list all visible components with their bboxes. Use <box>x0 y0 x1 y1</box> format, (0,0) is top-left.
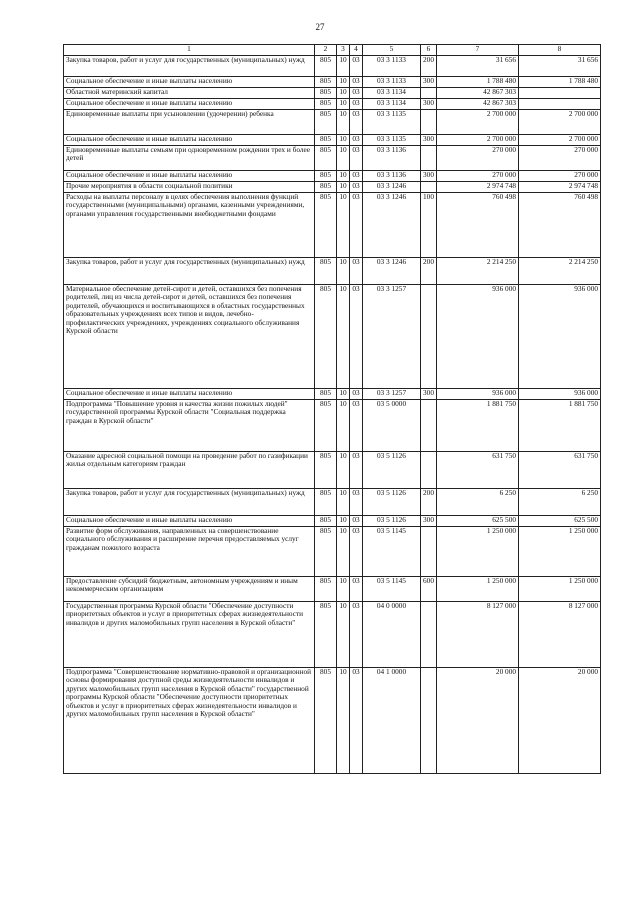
row-gr-code: 805 <box>315 389 337 400</box>
row-csr-code: 03 5 1145 <box>363 527 421 577</box>
row-gr-code: 805 <box>315 668 337 774</box>
row-amount-col7: 6 250 <box>437 489 519 516</box>
header-cell: 6 <box>421 45 437 56</box>
row-csr-code: 03 3 1133 <box>363 77 421 88</box>
row-rz-code: 10 <box>337 489 350 516</box>
table-row <box>64 577 601 602</box>
row-gr-code: 805 <box>315 527 337 577</box>
row-name: Закупка товаров, работ и услуг для государственных (муниципальных) нужд <box>64 258 315 285</box>
table-row <box>64 258 601 285</box>
row-rz-code: 10 <box>337 577 350 602</box>
row-amount-col8: 625 500 <box>519 516 601 527</box>
row-vr-code <box>421 285 437 389</box>
row-amount-col7: 270 000 <box>437 146 519 171</box>
row-vr-code <box>421 88 437 99</box>
row-pr-code: 03 <box>350 77 363 88</box>
row-csr-code: 03 3 1134 <box>363 88 421 99</box>
row-amount-col8: 8 127 000 <box>519 602 601 668</box>
row-amount-col7: 31 656 <box>437 56 519 77</box>
row-vr-code: 300 <box>421 99 437 110</box>
row-vr-code: 300 <box>421 77 437 88</box>
header-cell: 1 <box>64 45 315 56</box>
row-gr-code: 805 <box>315 171 337 182</box>
row-vr-code: 300 <box>421 135 437 146</box>
row-csr-code: 03 3 1136 <box>363 146 421 171</box>
row-rz-code: 10 <box>337 389 350 400</box>
row-gr-code: 805 <box>315 400 337 452</box>
row-amount-col8: 2 974 748 <box>519 182 601 193</box>
table-row <box>64 602 601 668</box>
row-csr-code: 03 5 0000 <box>363 400 421 452</box>
row-csr-code: 03 3 1134 <box>363 99 421 110</box>
row-amount-col7: 1 250 000 <box>437 527 519 577</box>
row-rz-code: 10 <box>337 668 350 774</box>
row-pr-code: 03 <box>350 285 363 389</box>
row-rz-code: 10 <box>337 110 350 135</box>
row-rz-code: 10 <box>337 285 350 389</box>
row-name: Оказание адресной социальной помощи на проведение работ по газификации жилья отдельным категориям граждан <box>64 452 315 489</box>
row-vr-code: 100 <box>421 193 437 258</box>
row-rz-code: 10 <box>337 77 350 88</box>
row-name: Единовременные выплаты семьям при одновременном рождении трех и более детей <box>64 146 315 171</box>
row-amount-col7: 1 788 480 <box>437 77 519 88</box>
table-row <box>64 668 601 774</box>
row-gr-code: 805 <box>315 146 337 171</box>
row-gr-code: 805 <box>315 285 337 389</box>
row-amount-col8: 1 250 000 <box>519 527 601 577</box>
table-row <box>64 400 601 452</box>
row-amount-col7: 2 974 748 <box>437 182 519 193</box>
row-amount-col7: 631 750 <box>437 452 519 489</box>
row-pr-code: 03 <box>350 99 363 110</box>
table-row <box>64 285 601 389</box>
row-gr-code: 805 <box>315 489 337 516</box>
row-csr-code: 04 1 0000 <box>363 668 421 774</box>
row-amount-col8 <box>519 88 601 99</box>
row-name: Развитие форм обслуживания, направленных на совершенствование социального обслуживания и расширение перечня предоставляемых услуг гражданам пожилого возраста <box>64 527 315 577</box>
row-name: Расходы на выплаты персоналу в целях обеспечения выполнения функций государственными (муниципальными) органами, казенными учреждениями, органами управления государственными внебюджетными фондами <box>64 193 315 258</box>
row-amount-col8: 270 000 <box>519 171 601 182</box>
row-amount-col7: 936 000 <box>437 389 519 400</box>
row-csr-code: 03 5 1145 <box>363 577 421 602</box>
row-rz-code: 10 <box>337 88 350 99</box>
row-amount-col8: 270 000 <box>519 146 601 171</box>
row-gr-code: 805 <box>315 77 337 88</box>
row-amount-col8: 20 000 <box>519 668 601 774</box>
row-rz-code: 10 <box>337 193 350 258</box>
row-pr-code: 03 <box>350 171 363 182</box>
row-pr-code: 03 <box>350 389 363 400</box>
row-amount-col7: 2 700 000 <box>437 110 519 135</box>
row-amount-col8: 2 700 000 <box>519 135 601 146</box>
table-row <box>64 452 601 489</box>
row-vr-code: 300 <box>421 516 437 527</box>
row-name: Подпрограмма "Совершенствование нормативно-правовой и организационной основы формирования доступной среды жизнедеятельности инвалидов и других маломобильных групп населения в Курской области" государственной программы Курской области "Обеспечение доступности приоритетных объектов и услуг в приоритетных сферах жизнедеятельности инвалидов и других маломобильных групп населения в Курской области" <box>64 668 315 774</box>
header-row <box>64 45 601 56</box>
row-gr-code: 805 <box>315 193 337 258</box>
row-name: Социальное обеспечение и иные выплаты населению <box>64 171 315 182</box>
row-amount-col8: 760 498 <box>519 193 601 258</box>
row-amount-col8: 2 700 000 <box>519 110 601 135</box>
row-gr-code: 805 <box>315 88 337 99</box>
table-row <box>64 146 601 171</box>
row-rz-code: 10 <box>337 258 350 285</box>
row-rz-code: 10 <box>337 171 350 182</box>
row-amount-col8: 31 656 <box>519 56 601 77</box>
row-pr-code: 03 <box>350 182 363 193</box>
row-pr-code: 03 <box>350 56 363 77</box>
row-gr-code: 805 <box>315 516 337 527</box>
row-vr-code: 200 <box>421 489 437 516</box>
row-vr-code: 300 <box>421 389 437 400</box>
header-cell: 3 <box>337 45 350 56</box>
table-row <box>64 527 601 577</box>
row-rz-code: 10 <box>337 135 350 146</box>
row-gr-code: 805 <box>315 56 337 77</box>
row-amount-col7: 270 000 <box>437 171 519 182</box>
row-name: Предоставление субсидий бюджетным, автономным учреждениям и иным некоммерческим организациям <box>64 577 315 602</box>
row-name: Социальное обеспечение и иные выплаты населению <box>64 516 315 527</box>
table-row <box>64 110 601 135</box>
row-pr-code: 03 <box>350 258 363 285</box>
table-row <box>64 516 601 527</box>
row-name: Закупка товаров, работ и услуг для государственных (муниципальных) нужд <box>64 56 315 77</box>
table-row <box>64 171 601 182</box>
row-amount-col7: 20 000 <box>437 668 519 774</box>
row-pr-code: 03 <box>350 527 363 577</box>
row-amount-col8: 6 250 <box>519 489 601 516</box>
row-pr-code: 03 <box>350 193 363 258</box>
row-gr-code: 805 <box>315 110 337 135</box>
row-vr-code <box>421 527 437 577</box>
row-rz-code: 10 <box>337 400 350 452</box>
row-amount-col7: 1 250 000 <box>437 577 519 602</box>
row-name: Закупка товаров, работ и услуг для государственных (муниципальных) нужд <box>64 489 315 516</box>
table-row <box>64 56 601 77</box>
row-name: Социальное обеспечение и иные выплаты населению <box>64 99 315 110</box>
row-amount-col7: 625 500 <box>437 516 519 527</box>
row-amount-col7: 8 127 000 <box>437 602 519 668</box>
row-amount-col7: 42 867 303 <box>437 88 519 99</box>
row-pr-code: 03 <box>350 88 363 99</box>
row-name: Областной материнский капитал <box>64 88 315 99</box>
row-gr-code: 805 <box>315 577 337 602</box>
row-vr-code <box>421 452 437 489</box>
row-rz-code: 10 <box>337 56 350 77</box>
row-rz-code: 10 <box>337 527 350 577</box>
row-amount-col7: 760 498 <box>437 193 519 258</box>
row-pr-code: 03 <box>350 602 363 668</box>
table-row <box>64 77 601 88</box>
row-vr-code <box>421 110 437 135</box>
row-csr-code: 03 5 1126 <box>363 452 421 489</box>
row-name: Социальное обеспечение и иные выплаты населению <box>64 135 315 146</box>
row-name: Социальное обеспечение и иные выплаты населению <box>64 77 315 88</box>
row-amount-col7: 42 867 303 <box>437 99 519 110</box>
row-pr-code: 03 <box>350 668 363 774</box>
row-vr-code <box>421 668 437 774</box>
row-csr-code: 03 3 1133 <box>363 56 421 77</box>
row-csr-code: 03 3 1135 <box>363 110 421 135</box>
row-vr-code: 200 <box>421 56 437 77</box>
row-vr-code: 200 <box>421 258 437 285</box>
row-rz-code: 10 <box>337 452 350 489</box>
row-csr-code: 03 3 1257 <box>363 285 421 389</box>
row-gr-code: 805 <box>315 602 337 668</box>
row-amount-col8: 631 750 <box>519 452 601 489</box>
row-csr-code: 03 3 1246 <box>363 258 421 285</box>
row-gr-code: 805 <box>315 452 337 489</box>
row-pr-code: 03 <box>350 400 363 452</box>
row-name: Прочие мероприятия в области социальной политики <box>64 182 315 193</box>
table-row <box>64 389 601 400</box>
header-cell: 2 <box>315 45 337 56</box>
row-amount-col7: 2 700 000 <box>437 135 519 146</box>
row-csr-code: 03 3 1246 <box>363 182 421 193</box>
row-rz-code: 10 <box>337 99 350 110</box>
row-vr-code <box>421 602 437 668</box>
row-rz-code: 10 <box>337 146 350 171</box>
row-rz-code: 10 <box>337 602 350 668</box>
row-gr-code: 805 <box>315 258 337 285</box>
row-amount-col8: 936 000 <box>519 285 601 389</box>
row-pr-code: 03 <box>350 516 363 527</box>
row-vr-code: 600 <box>421 577 437 602</box>
row-pr-code: 03 <box>350 135 363 146</box>
row-amount-col7: 936 000 <box>437 285 519 389</box>
table-row <box>64 182 601 193</box>
row-pr-code: 03 <box>350 577 363 602</box>
header-cell: 8 <box>519 45 601 56</box>
row-amount-col8: 936 000 <box>519 389 601 400</box>
row-name: Подпрограмма "Повышение уровня и качества жизни пожилых людей" государственной программы Курской области "Социальная поддержка граждан в Курской области" <box>64 400 315 452</box>
row-vr-code <box>421 146 437 171</box>
row-gr-code: 805 <box>315 182 337 193</box>
row-pr-code: 03 <box>350 110 363 135</box>
page-number: 27 <box>315 22 325 32</box>
row-name: Государственная программа Курской области "Обеспечение доступности приоритетных объектов и услуг в приоритетных сферах жизнедеятельности инвалидов и других маломобильных групп населения в Курской области" <box>64 602 315 668</box>
row-amount-col8: 2 214 250 <box>519 258 601 285</box>
row-csr-code: 03 3 1135 <box>363 135 421 146</box>
row-pr-code: 03 <box>350 146 363 171</box>
row-amount-col8: 1 250 000 <box>519 577 601 602</box>
row-vr-code <box>421 400 437 452</box>
row-pr-code: 03 <box>350 489 363 516</box>
row-amount-col8: 1 881 750 <box>519 400 601 452</box>
row-amount-col8 <box>519 99 601 110</box>
row-vr-code <box>421 182 437 193</box>
table-row <box>64 88 601 99</box>
row-amount-col7: 1 881 750 <box>437 400 519 452</box>
table-row <box>64 99 601 110</box>
header-cell: 4 <box>350 45 363 56</box>
budget-table <box>63 44 601 774</box>
row-name: Материальное обеспечение детей-сирот и детей, оставшихся без попечения родителей, лиц из числа детей-сирот и детей, оставшихся без попечения родителей, обучающихся и воспитывающихся в областных государственных образовательных учреждениях всех типов и видов, лечебно-профилактических учреждениях, учреждениях социального обслуживания Курской области <box>64 285 315 389</box>
row-csr-code: 03 3 1257 <box>363 389 421 400</box>
row-amount-col8: 1 788 480 <box>519 77 601 88</box>
header-cell: 5 <box>363 45 421 56</box>
row-name: Социальное обеспечение и иные выплаты населению <box>64 389 315 400</box>
row-csr-code: 03 5 1126 <box>363 516 421 527</box>
row-name: Единовременные выплаты при усыновлении (удочерении) ребенка <box>64 110 315 135</box>
row-csr-code: 03 3 1136 <box>363 171 421 182</box>
table-row <box>64 489 601 516</box>
row-csr-code: 03 3 1246 <box>363 193 421 258</box>
row-vr-code: 300 <box>421 171 437 182</box>
table-row <box>64 135 601 146</box>
table-row <box>64 193 601 258</box>
row-gr-code: 805 <box>315 135 337 146</box>
row-gr-code: 805 <box>315 99 337 110</box>
row-rz-code: 10 <box>337 182 350 193</box>
row-pr-code: 03 <box>350 452 363 489</box>
row-csr-code: 04 0 0000 <box>363 602 421 668</box>
row-rz-code: 10 <box>337 516 350 527</box>
row-amount-col7: 2 214 250 <box>437 258 519 285</box>
header-cell: 7 <box>437 45 519 56</box>
row-csr-code: 03 5 1126 <box>363 489 421 516</box>
